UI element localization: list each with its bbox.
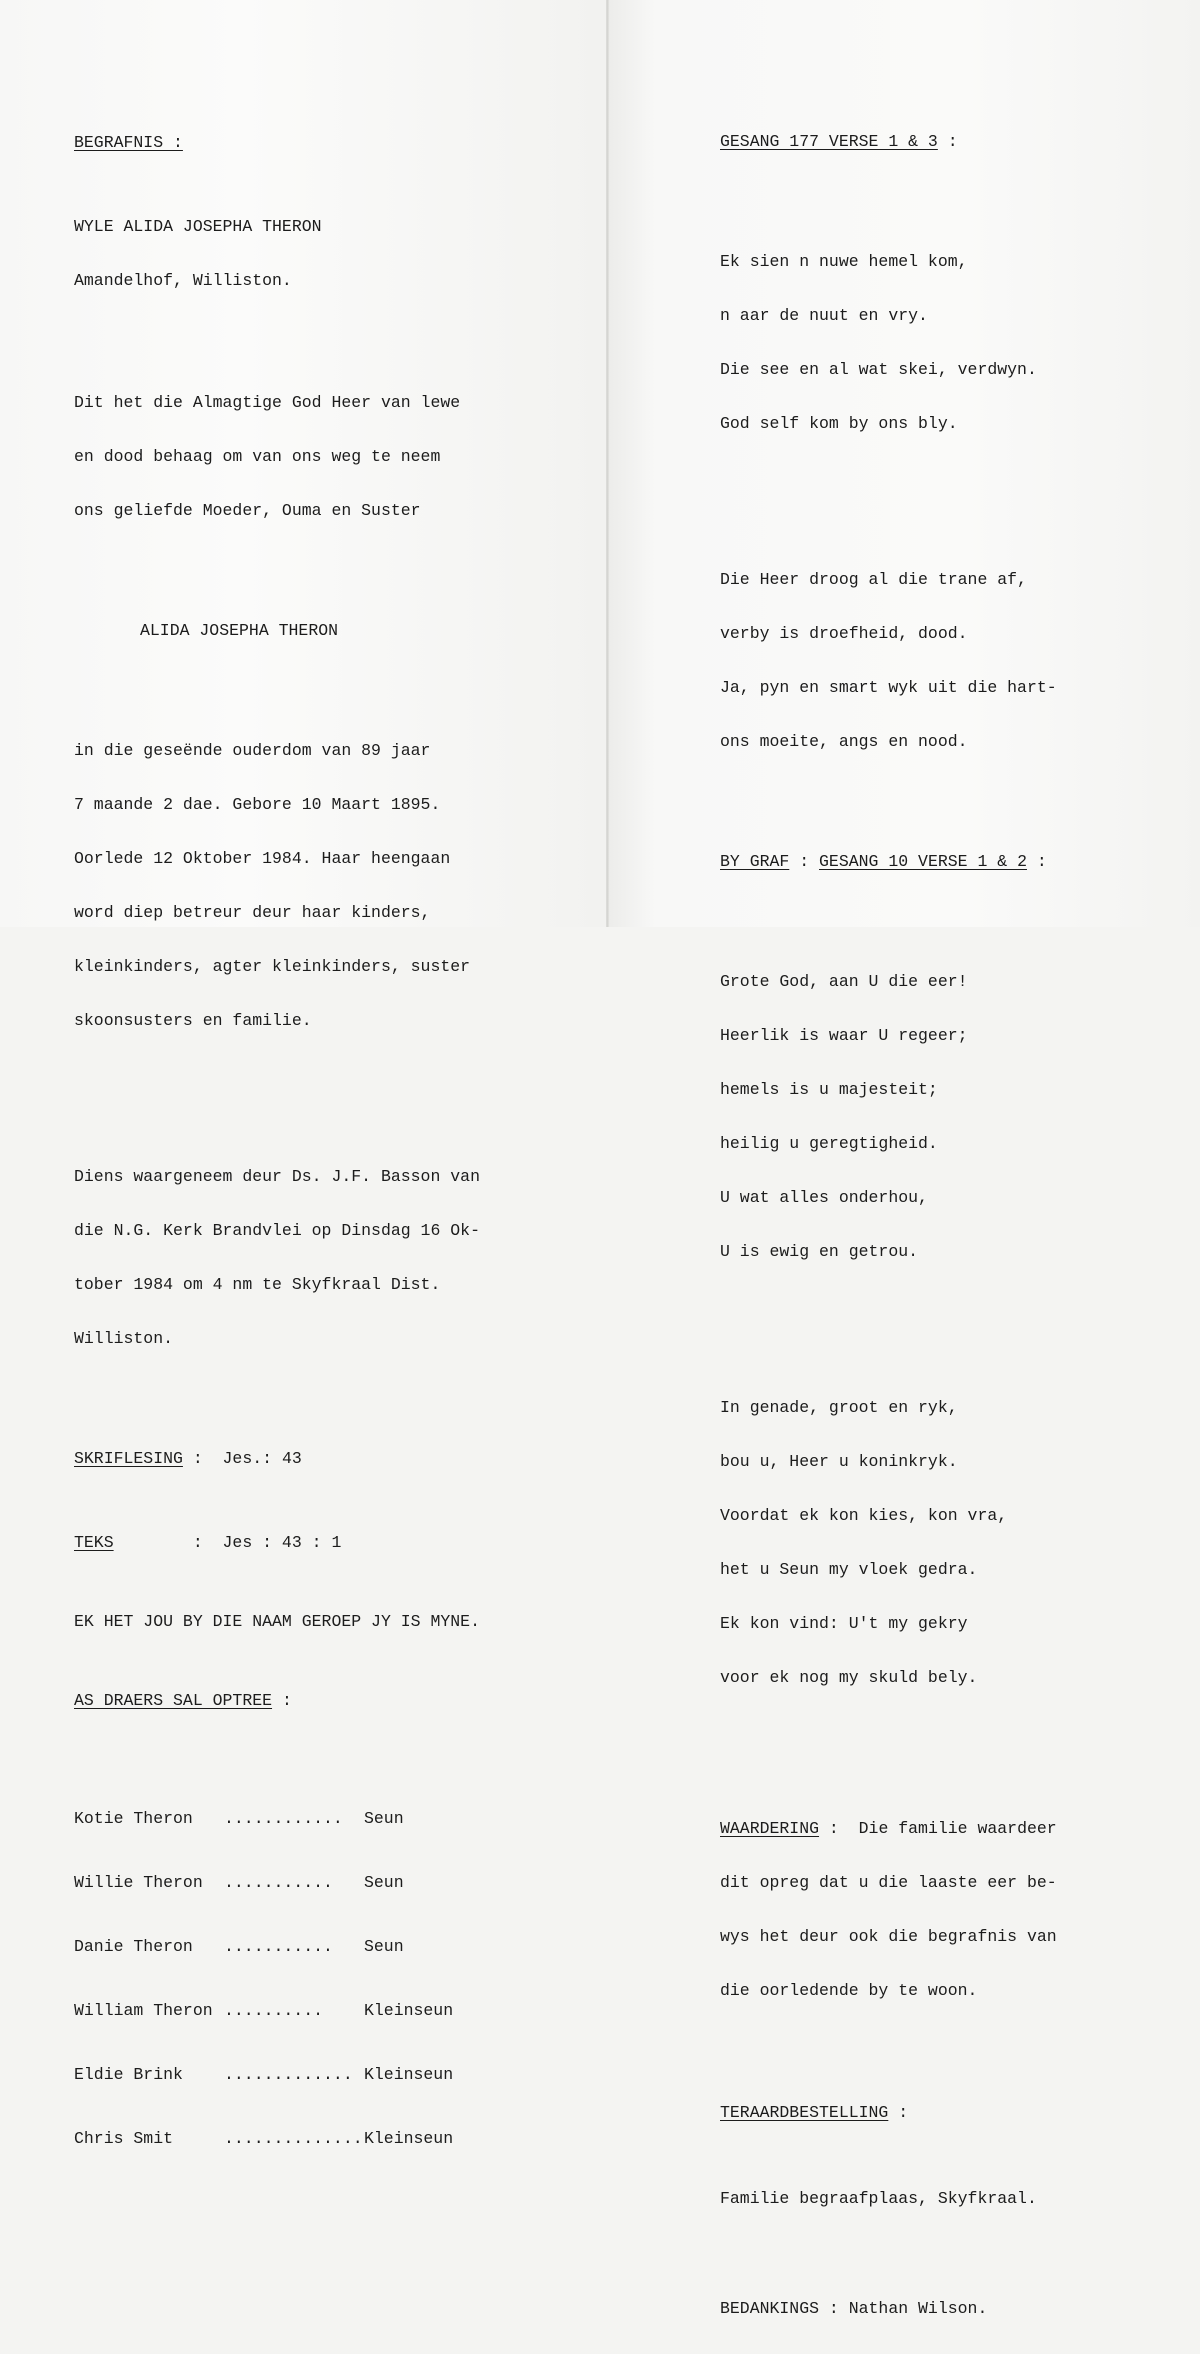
deceased-name: ALIDA JOSEPHA THERON	[140, 621, 339, 640]
bearer-dots: ...........	[224, 1873, 333, 1892]
bearer-relation: Seun	[364, 1937, 404, 1956]
bearers-list	[74, 1764, 480, 2184]
left-column	[74, 98, 480, 2220]
bearer-name: William Theron	[74, 2001, 213, 2020]
hymn1-verse2: Die Heer droog al die trane af, verby is droefheid, dood. Ja, pyn en smart wyk uit die hart- ons moeite, angs en nood.	[720, 570, 1057, 751]
bearer-name: Danie Theron	[74, 1937, 193, 1956]
details-paragraph: in die geseënde ouderdom van 89 jaar 7 maande 2 dae. Gebore 10 Maart 1895. Oorlede 12 Oktober 1984. Haar heengaan word diep betreur deur haar kinders, kleinkinders, agter kleinkinders, suster skoonsusters en familie.	[74, 741, 471, 1030]
teks-label: TEKS	[74, 1533, 114, 1552]
bearers-heading-row: AS DRAERS SAL OPTREE :	[74, 1691, 292, 1710]
bearer-dots: ............	[224, 1809, 343, 1828]
teraard-value: Familie begraafplaas, Skyfkraal.	[720, 2189, 1037, 2208]
list-item	[74, 2066, 480, 2084]
service-paragraph: Diens waargeneem deur Ds. J.F. Basson van die N.G. Kerk Brandvlei op Dinsdag 16 Ok- tober 1984 om 4 nm te Skyfkraal Dist. Williston.	[74, 1167, 480, 1348]
bearer-relation: Seun	[364, 1873, 404, 1892]
bearers-heading: AS DRAERS SAL OPTREE	[74, 1691, 273, 1710]
bearer-relation: Kleinseun	[364, 2001, 454, 2020]
bearer-dots: .............	[224, 2065, 353, 2084]
list-item	[74, 1810, 480, 1828]
hymn2-verse1: Grote God, aan U die eer! Heerlik is waar U regeer; hemels is u majesteit; heilig u geregtigheid. U wat alles onderhou, U is ewig en getrou.	[720, 972, 968, 1261]
skriflesing-value: : Jes.: 43	[182, 1449, 302, 1468]
bedankings-line: BEDANKINGS : Nathan Wilson.	[720, 2299, 988, 2318]
bearer-dots: ..........	[224, 2001, 324, 2020]
list-item	[74, 2130, 480, 2148]
teraard-heading-row: TERAARDBESTELLING :	[720, 2103, 909, 2122]
teraard-label: TERAARDBESTELLING	[720, 2103, 889, 2122]
graf-heading: BY GRAF	[720, 852, 790, 871]
bearer-name: Chris Smit	[74, 2129, 174, 2148]
skriflesing-row	[74, 1450, 480, 1468]
bearer-name: Willie Theron	[74, 1873, 203, 1892]
teks-value: : Jes : 43 : 1	[113, 1533, 342, 1552]
graf-heading-row: BY GRAF : GESANG 10 VERSE 1 & 2 :	[720, 852, 1047, 871]
bearer-name: Eldie Brink	[74, 2065, 183, 2084]
hymn2-heading: GESANG 10 VERSE 1 & 2	[819, 852, 1027, 871]
bearer-relation: Seun	[364, 1809, 404, 1828]
hymn1-heading: GESANG 177 VERSE 1 & 3	[720, 132, 938, 151]
bearer-relation: Kleinseun	[364, 2065, 454, 2084]
waardering-label: WAARDERING	[720, 1819, 820, 1838]
teks-row	[74, 1534, 480, 1552]
bearer-dots: ..............	[224, 2129, 363, 2148]
list-item	[74, 1938, 480, 1956]
deceased-name-line: WYLE ALIDA JOSEPHA THERON	[74, 217, 322, 236]
address-line: Amandelhof, Williston.	[74, 271, 292, 290]
funeral-heading: BEGRAFNIS :	[74, 133, 183, 152]
waardering-paragraph: WAARDERING : Die familie waardeer dit opreg dat u die laaste eer be- wys het deur ook die begrafnis van die oorledende by te woon.	[720, 1819, 1057, 2000]
hymn2-verse2: In genade, groot en ryk, bou u, Heer u koninkryk. Voordat ek kon kies, kon vra, het u Seun my vloek gedra. Ek kon vind: U't my gekry voor ek nog my skuld bely.	[720, 1398, 1008, 1687]
hymn1-verse1: Ek sien n nuwe hemel kom, n aar de nuut en vry. Die see en al wat skei, verdwyn. God self kom by ons bly.	[720, 252, 1037, 433]
bearer-name: Kotie Theron	[74, 1809, 193, 1828]
bearer-dots: ...........	[224, 1937, 333, 1956]
skriflesing-label: SKRIFLESING	[74, 1449, 183, 1468]
verse-line: EK HET JOU BY DIE NAAM GEROEP JY IS MYNE.	[74, 1612, 480, 1631]
list-item	[74, 2002, 480, 2020]
hymn1-heading-row: GESANG 177 VERSE 1 & 3 :	[720, 132, 958, 151]
page-fold	[606, 0, 609, 927]
bearer-relation: Kleinseun	[364, 2129, 454, 2148]
intro-paragraph: Dit het die Almagtige God Heer van lewe en dood behaag om van ons weg te neem ons geliefde Moeder, Ouma en Suster	[74, 393, 461, 520]
list-item	[74, 1874, 480, 1892]
right-column	[720, 97, 1057, 2354]
